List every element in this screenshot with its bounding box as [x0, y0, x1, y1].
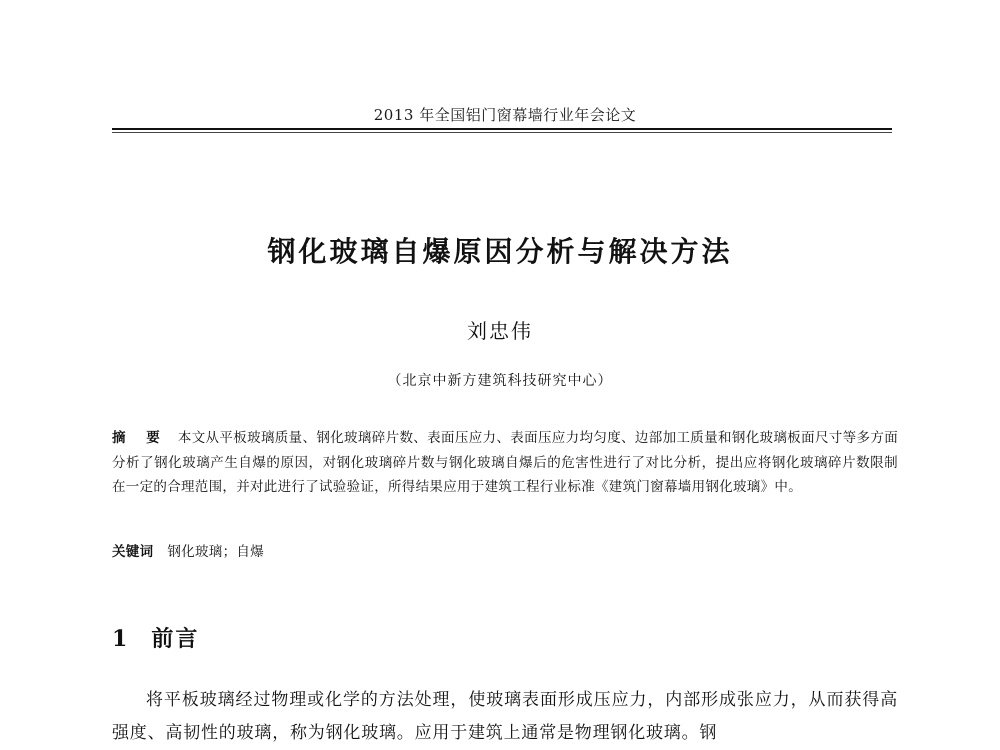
section-number: 1 — [112, 626, 128, 652]
abstract-text: 本文从平板玻璃质量、钢化玻璃碎片数、表面压应力、表面压应力均匀度、边部加工质量和钢化玻璃板面尺寸等多方面分析了钢化玻璃产生自爆的原因，对钢化玻璃碎片数与钢化玻璃自爆后的危害性进行了对比分析，提出应将钢化玻璃碎片数限制在一定的合理范围，并对此进行了试验验证，所得结果应用于建筑工程行业标准《建筑门窗幕墙用钢化玻璃》中。 — [112, 430, 898, 495]
paper-title: 钢化玻璃自爆原因分析与解决方法 — [267, 235, 733, 268]
header-rule-thin — [112, 132, 892, 133]
body-paragraph: 将平板玻璃经过物理或化学的方法处理，使玻璃表面形成压应力，内部形成张应力，从而获得高强度、高韧性的玻璃，称为钢化玻璃。应用于建筑上通常是物理钢化玻璃。钢 — [112, 690, 898, 743]
running-header: 2013 年全国铝门窗幕墙行业年会论文 — [373, 106, 637, 124]
header-rule — [112, 128, 892, 130]
section-title: 前言 — [151, 627, 200, 652]
abstract-label: 摘 要 — [112, 430, 168, 446]
keywords-text: 钢化玻璃；自爆 — [167, 544, 265, 560]
keywords-label: 关键词 — [112, 544, 154, 560]
author-affiliation: （北京中新方建筑科技研究中心） — [387, 373, 613, 389]
abstract — [112, 426, 898, 500]
keywords — [112, 540, 898, 560]
section-heading — [112, 622, 199, 653]
author-name: 刘忠伟 — [467, 319, 533, 343]
